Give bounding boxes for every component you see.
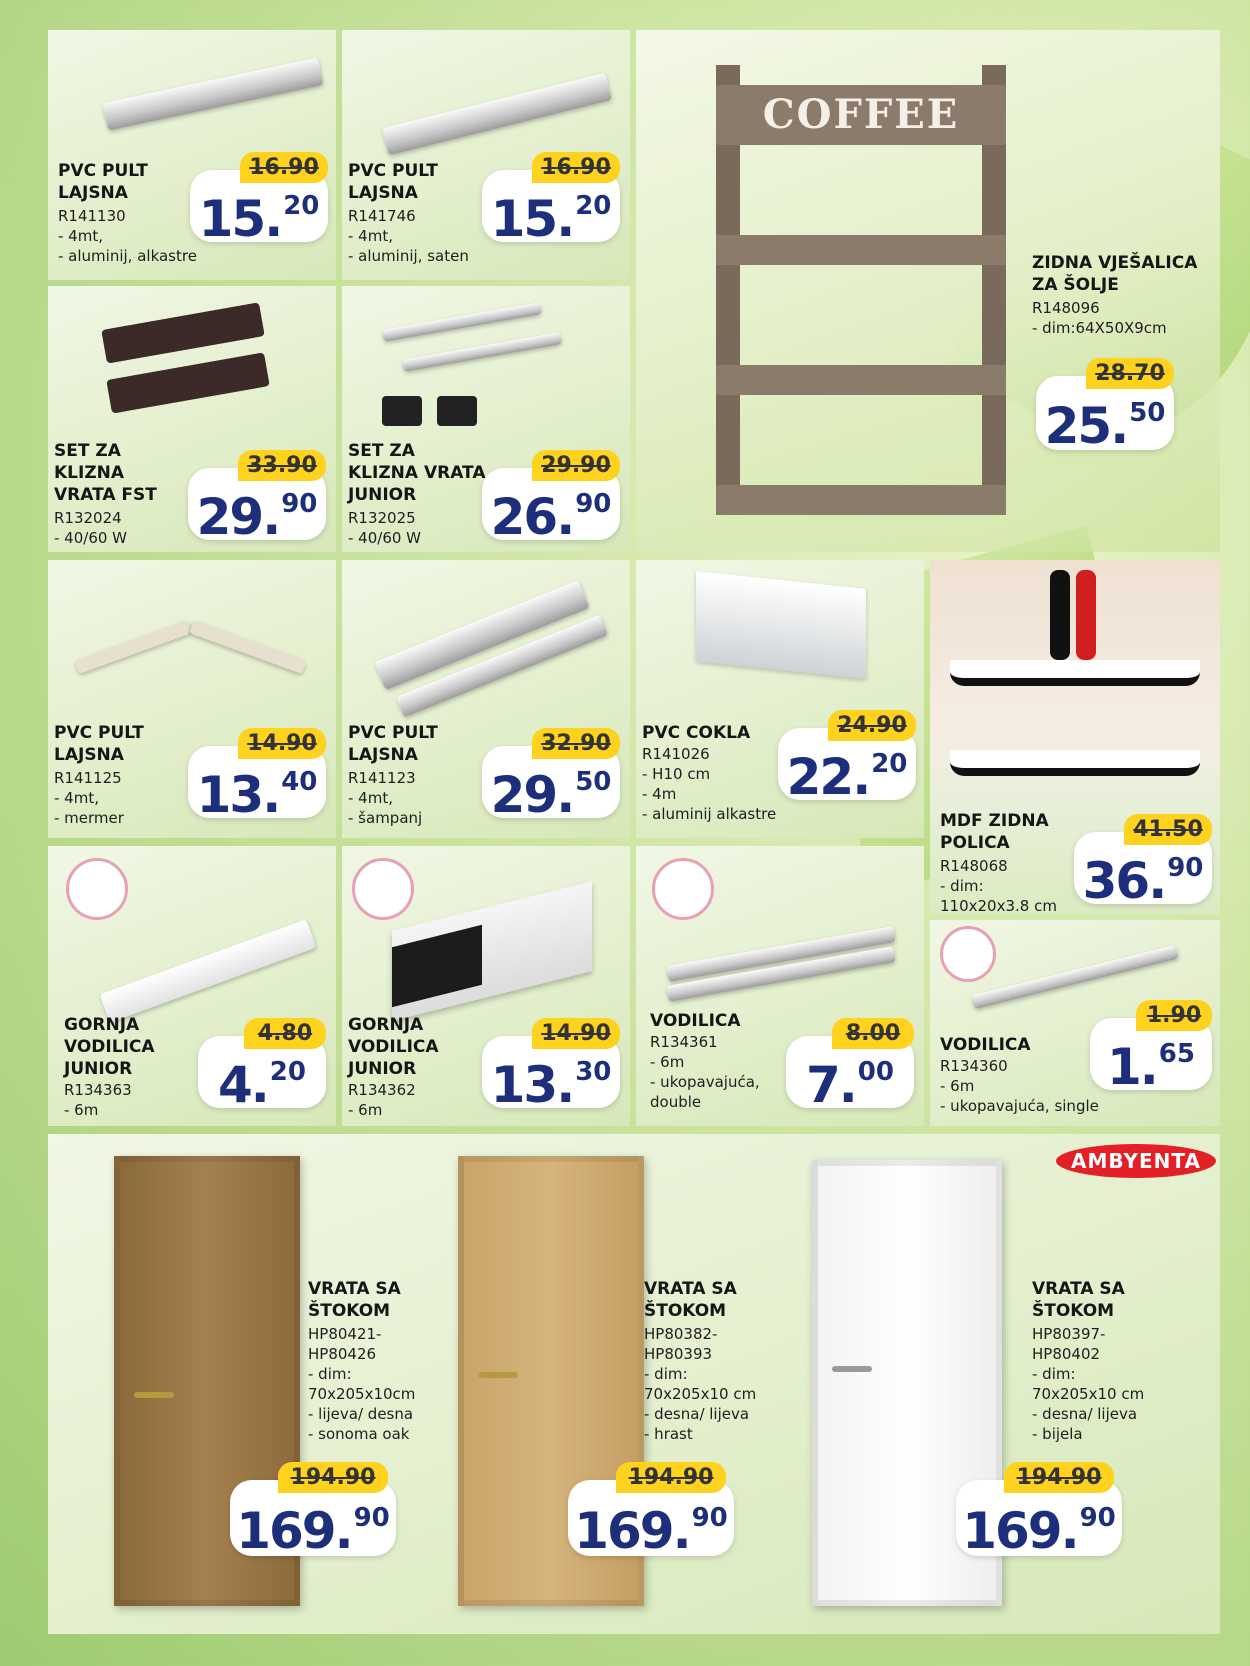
old-price-tag: 41.50 — [1124, 814, 1212, 845]
product-card-pult-lajsna-3[interactable] — [48, 560, 336, 838]
price-dec: 20 — [871, 749, 908, 779]
product-info: R132024 - 40/60 W — [54, 509, 128, 547]
rack-sign: COFFEE — [716, 85, 1006, 145]
product-name: PVC PULT LAJSNA — [58, 161, 148, 203]
price-dec: 90 — [1167, 853, 1204, 883]
product-image-sliding-set — [402, 332, 562, 372]
product-card-mdf-polica[interactable] — [930, 560, 1220, 914]
product-card-set-fst[interactable] — [48, 286, 336, 552]
product-name: GORNJA VODILICA JUNIOR — [348, 1015, 439, 1079]
product-info: HP80397- HP80402 - dim: 70x205x10 cm - desna/ lijeva - bijela — [1032, 1325, 1145, 1443]
product-name: VRATA SA ŠTOKOM — [308, 1279, 401, 1321]
price-int: 15. — [198, 190, 282, 248]
price-int: 4. — [218, 1056, 268, 1114]
product-info: R141123 - 4mt, - šampanj — [348, 769, 423, 827]
old-price-tag: 194.90 — [278, 1462, 388, 1493]
product-name: VRATA SA ŠTOKOM — [644, 1279, 737, 1321]
product-info: HP80421- HP80426 - dim: 70x205x10cm - lijeva/ desna - sonoma oak — [308, 1325, 416, 1443]
door-handle — [478, 1372, 518, 1378]
product-image-vase — [1076, 570, 1096, 660]
product-image-sliding-set — [101, 302, 264, 363]
product-name: ZIDNA VJEŠALICA ZA ŠOLJE — [1032, 253, 1198, 295]
profile-diagram-icon — [940, 926, 996, 982]
product-card-vodilica-single[interactable] — [930, 920, 1220, 1126]
door-handle — [832, 1366, 872, 1372]
price-dec: 65 — [1158, 1039, 1195, 1069]
product-card-set-junior[interactable] — [342, 286, 630, 552]
old-price-tag: 194.90 — [1004, 1462, 1114, 1493]
product-name: PVC COKLA — [642, 723, 751, 743]
product-info: R141130 - 4mt, - aluminij, alkastre — [58, 207, 197, 265]
product-image-pult-lajsna — [382, 73, 612, 156]
product-image-shelf — [950, 660, 1200, 686]
price-dec: 90 — [281, 489, 318, 519]
price-dec: 90 — [691, 1503, 728, 1533]
product-image-shelf — [950, 750, 1200, 776]
old-price-tag: 16.90 — [532, 152, 620, 183]
product-image-sliding-set — [382, 302, 542, 342]
old-price-tag: 194.90 — [616, 1462, 726, 1493]
old-price-tag: 32.90 — [532, 728, 620, 759]
product-name: PVC PULT LAJSNA — [54, 723, 144, 765]
product-image-sliding-set — [437, 396, 477, 426]
product-name: VODILICA — [650, 1011, 741, 1031]
price-int: 29. — [490, 766, 574, 824]
price-int: 25. — [1044, 397, 1128, 455]
old-price-tag: 29.90 — [532, 450, 620, 481]
product-info: R141746 - 4mt, - aluminij, saten — [348, 207, 469, 265]
price-int: 13. — [490, 1056, 574, 1114]
old-price-tag: 8.00 — [832, 1018, 914, 1049]
old-price-tag: 14.90 — [532, 1018, 620, 1049]
profile-diagram-icon — [352, 858, 414, 920]
price-int: 169. — [574, 1502, 690, 1560]
product-info: R141125 - 4mt, - mermer — [54, 769, 124, 827]
product-image-vodilica — [100, 919, 317, 1022]
old-price-tag: 14.90 — [238, 728, 326, 759]
product-info: R134360 - 6m - ukopavajuća, single — [940, 1057, 1099, 1115]
product-image-pult-lajsna — [74, 620, 192, 674]
price-dec: 30 — [575, 1057, 612, 1087]
product-image-sliding-set — [382, 396, 422, 426]
old-price-tag: 24.90 — [828, 710, 916, 741]
price-dec: 90 — [353, 1503, 390, 1533]
product-info: R132025 - 40/60 W — [348, 509, 422, 547]
product-card-pult-lajsna-4[interactable] — [342, 560, 630, 838]
product-name: SET ZA KLIZNA VRATA FST — [54, 441, 157, 505]
product-info: HP80382- HP80393 - dim: 70x205x10 cm - desna/ lijeva - hrast — [644, 1325, 757, 1443]
profile-diagram-icon — [66, 858, 128, 920]
doors-section — [48, 1134, 1220, 1634]
product-name: VRATA SA ŠTOKOM — [1032, 1279, 1125, 1321]
price-dec: 90 — [1079, 1503, 1116, 1533]
product-card-gornja-vodilica-1[interactable] — [48, 846, 336, 1126]
product-image-cokla — [696, 571, 866, 679]
price-dec: 90 — [575, 489, 612, 519]
product-info: R134362 - 6m — [348, 1081, 416, 1119]
price-int: 13. — [196, 766, 280, 824]
product-info: R148068 - dim: 110x20x3.8 cm — [940, 857, 1057, 914]
price-dec: 20 — [283, 191, 320, 221]
product-image-vase — [1050, 570, 1070, 660]
price-dec: 20 — [269, 1057, 306, 1087]
product-card-vodilica-double[interactable] — [636, 846, 924, 1126]
product-card-gornja-vodilica-2[interactable] — [342, 846, 630, 1126]
product-info: R148096 - dim:64X50X9cm — [1032, 299, 1167, 337]
price-int: 169. — [962, 1502, 1078, 1560]
price-int: 15. — [490, 190, 574, 248]
product-card-vjesalica[interactable] — [636, 30, 1220, 552]
old-price-tag: 16.90 — [240, 152, 328, 183]
price-int: 7. — [806, 1056, 856, 1114]
price-int: 22. — [786, 748, 870, 806]
price-int: 29. — [196, 488, 280, 546]
old-price-tag: 1.90 — [1136, 1000, 1212, 1031]
old-price-tag: 33.90 — [238, 450, 326, 481]
price-dec: 50 — [1129, 398, 1166, 428]
product-info: R134363 - 6m — [64, 1081, 132, 1119]
product-info: R134361 - 6m - ukopavajuća, double — [650, 1033, 760, 1111]
product-card-pult-lajsna-1[interactable] — [48, 30, 336, 280]
product-image-sliding-set — [106, 352, 269, 413]
old-price-tag: 4.80 — [244, 1018, 326, 1049]
product-info: R141026 - H10 cm - 4m - aluminij alkastre — [642, 745, 777, 823]
door-handle — [134, 1392, 174, 1398]
product-image-coffee-rack — [716, 65, 1006, 515]
product-name: PVC PULT LAJSNA — [348, 161, 438, 203]
product-name: GORNJA VODILICA JUNIOR — [64, 1015, 155, 1079]
product-image-pult-lajsna — [102, 57, 323, 130]
price-dec: 40 — [281, 767, 318, 797]
product-name: VODILICA — [940, 1035, 1031, 1055]
profile-diagram-icon — [652, 858, 714, 920]
product-name: SET ZA KLIZNA VRATA JUNIOR — [348, 441, 486, 505]
product-card-pult-lajsna-2[interactable] — [342, 30, 630, 280]
price-dec: 00 — [857, 1057, 894, 1087]
price-int: 1. — [1107, 1038, 1157, 1096]
price-int: 26. — [490, 488, 574, 546]
price-dec: 20 — [575, 191, 612, 221]
old-price-tag: 28.70 — [1086, 358, 1174, 389]
product-card-cokla[interactable] — [636, 560, 924, 838]
price-int: 36. — [1082, 852, 1166, 910]
product-image-pult-lajsna — [189, 620, 307, 674]
price-dec: 50 — [575, 767, 612, 797]
price-int: 169. — [236, 1502, 352, 1560]
product-name: PVC PULT LAJSNA — [348, 723, 438, 765]
brand-logo: AMBYENTA — [1056, 1144, 1216, 1178]
product-name: MDF ZIDNA POLICA — [940, 811, 1049, 853]
